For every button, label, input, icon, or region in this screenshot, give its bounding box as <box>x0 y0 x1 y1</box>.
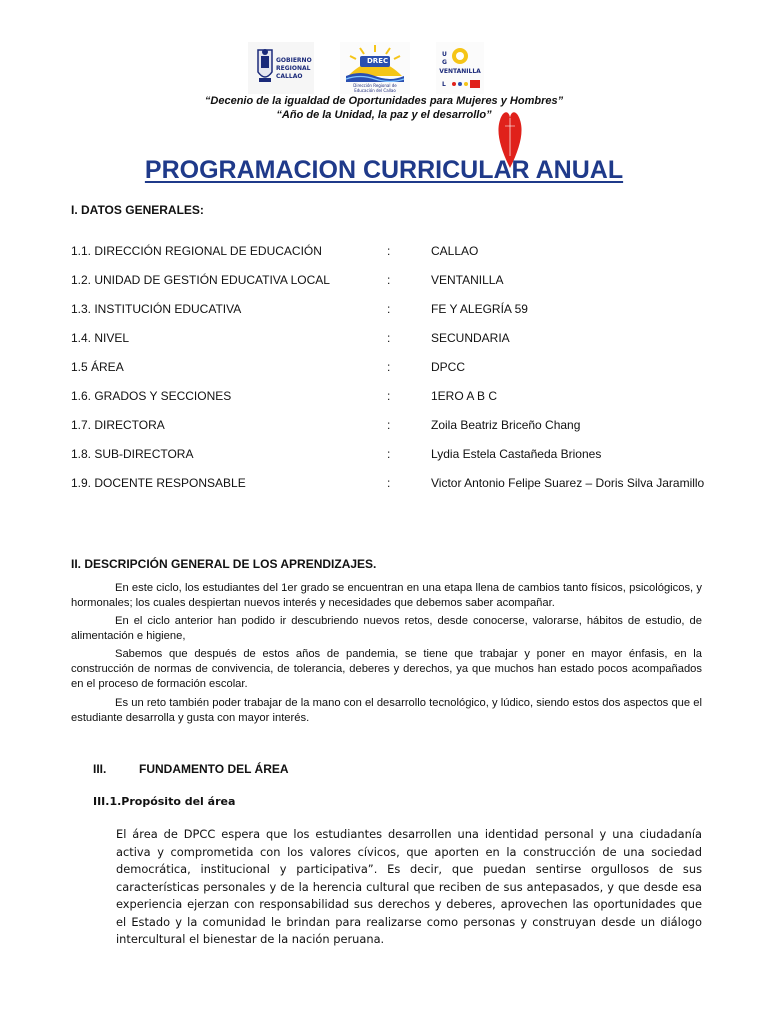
data-row-label: 1.3. INSTITUCIÓN EDUCATIVA <box>71 302 242 316</box>
section-fundamento-title: FUNDAMENTO DEL ÁREA <box>139 762 289 776</box>
section-datos-generales-heading: I. DATOS GENERALES: <box>71 203 204 217</box>
drec-caption-line2: Educación del Callao <box>354 88 396 93</box>
data-row-label: 1.8. SUB-DIRECTORA <box>71 447 194 461</box>
description-paragraph-text: Es un reto también poder trabajar de la mano con el desarrollo tecnológico, y lúdico, siendo estos dos aspectos que el estudiante desarrolla y gusta con mayor interés. <box>71 697 702 724</box>
data-row-value: Victor Antonio Felipe Suarez – Doris Silva Jaramillo <box>431 476 705 490</box>
data-row-label: 1.6. GRADOS Y SECCIONES <box>71 389 232 403</box>
section-proposito-heading: III.1.Propósito del área <box>93 795 236 808</box>
year-quote: “Año de la Unidad, la paz y el desarrollo” <box>276 109 492 121</box>
section-descripcion-heading: II. DESCRIPCIÓN GENERAL DE LOS APRENDIZAJES. <box>71 557 377 571</box>
data-row-value: 1ERO A B C <box>431 389 498 403</box>
data-row-colon: : <box>387 244 391 258</box>
description-paragraph-text: Sabemos que después de estos años de pandemia, se tiene que trabajar y poner en mayor énfasis, en la construcción de normas de convivencia, de tolerancia, deberes y derechos, ya que muchos han estado pocos acompañados en el proceso de formación escolar. <box>71 648 702 690</box>
gobierno-logo-line3: CALLAO <box>276 73 303 80</box>
data-row <box>71 447 711 463</box>
data-row-colon: : <box>387 302 391 316</box>
proposito-paragraph: El área de DPCC espera que los estudiantes desarrollen una identidad personal y una ciudadanía activa y comprometida con los valores cívicos, que aporten en la construcción de una sociedad democrática, institucional y participativa”. Es decir, que puedan sentirse orgullosos de sus características personales y de la herencia cultural que reciben de sus antepasados, y que desde esa experiencia ejerzan con responsabilidad sus derechos y deberes, aprovechen las oportunidades que el Estado y la comunidad le brindan para realizarse como personas y construyan desde un diálogo intercultural el bienestar de la nación peruana. <box>116 827 702 946</box>
data-row <box>71 273 711 289</box>
svg-text:U: U <box>442 51 447 58</box>
description-paragraph <box>71 614 702 644</box>
data-row-colon: : <box>387 389 391 403</box>
data-row <box>71 360 711 376</box>
page-title <box>0 156 768 185</box>
header-logos <box>246 42 496 96</box>
decade-quote: “Decenio de la igualdad de Oportunidades para Mujeres y Hombres” <box>204 95 564 107</box>
data-row-label: 1.2. UNIDAD DE GESTIÓN EDUCATIVA LOCAL <box>71 273 330 287</box>
drec-badge-text: DREC <box>367 57 389 65</box>
data-row-value: VENTANILLA <box>431 273 504 287</box>
page-title-text: PROGRAMACION CURRICULAR ANUAL <box>144 156 624 184</box>
data-row-value: SECUNDARIA <box>431 331 510 345</box>
data-row <box>71 302 711 318</box>
data-row-value: DPCC <box>431 360 466 374</box>
data-row-colon: : <box>387 331 391 345</box>
description-paragraph <box>71 696 702 726</box>
ugel-name: VENTANILLA <box>439 68 481 75</box>
data-row-label: 1.7. DIRECTORA <box>71 418 165 432</box>
description-paragraph-text: En el ciclo anterior han podido ir descubriendo nuevos retos, desde conocerse, valorarse, hábitos de estudio, de alimentación e higiene, <box>71 615 702 642</box>
svg-text:G: G <box>442 59 447 66</box>
data-row <box>71 476 711 492</box>
data-row-colon: : <box>387 360 391 374</box>
data-row <box>71 389 711 405</box>
data-row-label: 1.9. DOCENTE RESPONSABLE <box>71 476 246 490</box>
data-row-colon: : <box>387 447 391 461</box>
drec-logo <box>340 42 410 94</box>
drec-caption-line1: Dirección Regional de <box>353 83 397 88</box>
data-row-value: CALLAO <box>431 244 479 258</box>
section-fundamento-heading <box>93 762 289 776</box>
data-row-value: FE Y ALEGRÍA 59 <box>431 302 528 316</box>
data-row-colon: : <box>387 273 391 287</box>
gobierno-logo-line1: GOBIERNO <box>276 57 312 64</box>
data-row <box>71 244 711 260</box>
data-row-label: 1.1. DIRECCIÓN REGIONAL DE EDUCACIÓN <box>71 244 322 258</box>
data-row-value: Lydia Estela Castañeda Briones <box>431 447 602 461</box>
description-paragraph <box>71 581 702 611</box>
data-row-label: 1.5 ÁREA <box>71 360 124 374</box>
data-row-value: Zoila Beatriz Briceño Chang <box>431 418 581 432</box>
data-row-colon: : <box>387 476 391 490</box>
gobierno-logo-line2: REGIONAL <box>276 65 311 72</box>
data-row <box>71 418 711 434</box>
data-row-label: 1.4. NIVEL <box>71 331 130 345</box>
data-row-colon: : <box>387 418 391 432</box>
description-paragraph-text: En este ciclo, los estudiantes del 1er grado se encuentran en una etapa llena de cambios tanto físicos, psicológicos, y hormonales; los cuales despiertan nuevos interés y necesidades que debemos saber acompañar. <box>71 582 702 609</box>
section-fundamento-number: III. <box>93 762 107 776</box>
gobierno-regional-logo <box>248 42 314 94</box>
ugel-ventanilla-logo <box>436 42 484 94</box>
description-paragraph <box>71 647 702 692</box>
data-row <box>71 331 711 347</box>
svg-text:L: L <box>442 81 446 88</box>
